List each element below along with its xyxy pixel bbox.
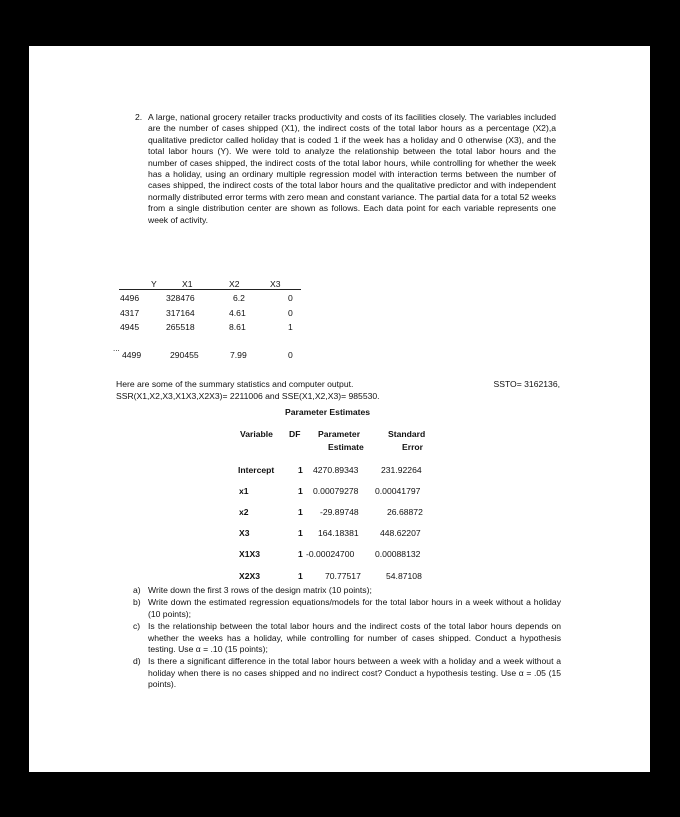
col-header-y: Y xyxy=(151,279,157,289)
question-list xyxy=(133,585,561,692)
question-label: a) xyxy=(133,585,141,595)
param-header-se-2: Error xyxy=(402,442,424,452)
cell-x3: 0 xyxy=(288,293,293,303)
question-item xyxy=(133,621,561,655)
param-se: 0.00041797 xyxy=(375,486,421,496)
problem-text: A large, national grocery retailer tracks productivity and costs of its facilities closely. The variables included are the number of cases shipped (X1), the indirect costs of the total labor hours as a percentage (X2),a qualitative predictor called holiday that is coded 1 if the week has a holiday and 0 otherwise (X3), and the total labor hours (Y). We were told to analyze the relationship between the total labor hours and the number of cases shipped, the indirect costs of the total labor hours, while controlling for whether the week has a holiday, using an ordinary multiple regression model with interaction terms between the number of cases shipped, the indirect costs of the total labor hours and the qualitative predictor and with independent normally distributed error terms with zero mean and constant variance. The partial data for a total 52 weeks from a single distribution center are shown as follows. Each data point for each variable represents one week of activity. xyxy=(148,112,556,225)
param-estimate: 0.00079278 xyxy=(313,486,359,496)
param-variable: X1X3 xyxy=(239,549,261,559)
param-df: 1 xyxy=(298,465,303,475)
param-df: 1 xyxy=(298,486,303,496)
cell-x1: 328476 xyxy=(166,293,195,303)
cell-x3: 1 xyxy=(288,322,293,332)
param-variable: x2 xyxy=(239,507,249,517)
cell-y: 4499 xyxy=(122,350,142,360)
question-item xyxy=(133,585,561,596)
cell-y: 4496 xyxy=(120,293,140,303)
param-header-se-1: Standard xyxy=(388,429,426,439)
question-label: c) xyxy=(133,621,141,632)
param-variable: X3 xyxy=(239,528,250,538)
cell-x2: 6.2 xyxy=(233,293,245,303)
cell-x2: 8.61 xyxy=(229,322,246,332)
summary-line-2: SSR(X1,X2,X3,X1X3,X2X3)= 2211006 and SSE(X1,X2,X3)= 985530. xyxy=(116,391,380,401)
summary-text xyxy=(116,378,560,402)
param-header-estimate-1: Parameter xyxy=(318,429,361,439)
param-df: 1 xyxy=(298,571,303,581)
param-header-df: DF xyxy=(289,429,301,439)
col-header-x2: X2 xyxy=(229,279,240,289)
question-label: b) xyxy=(133,597,141,608)
param-se: 54.87108 xyxy=(386,571,422,581)
question-text: Is there a significant difference in the total labor hours between a week with a holiday and a week without a holiday when there is no cases shipped and no indirect cost? Conduct a hypothesis testing. Use α = .05 (15 points). xyxy=(148,656,561,690)
cell-x1: 265518 xyxy=(166,322,195,332)
question-item xyxy=(133,656,561,690)
param-estimate: -29.89748 xyxy=(320,507,359,517)
question-label: d) xyxy=(133,656,141,667)
question-text: Is the relationship between the total labor hours and the indirect costs of the total labor hours depends on whether the weeks has a holiday, while controlling for number of cases shipped. Conduct a hypothesis testing. Use α = .10 (15 points); xyxy=(148,621,561,655)
cell-x2: 7.99 xyxy=(230,350,247,360)
param-se: 26.68872 xyxy=(387,507,423,517)
cell-x2: 4.61 xyxy=(229,308,246,318)
cell-x3: 0 xyxy=(288,308,293,318)
param-se: 231.92264 xyxy=(381,465,422,475)
param-variable: Intercept xyxy=(238,465,275,475)
table-ellipsis: ... xyxy=(113,344,120,353)
summary-line-1: Here are some of the summary statistics and computer output. xyxy=(116,379,354,389)
param-estimate: -0.00024700 xyxy=(306,549,355,559)
param-variable: x1 xyxy=(239,486,249,496)
cell-y: 4945 xyxy=(120,322,140,332)
param-estimate: 4270.89343 xyxy=(313,465,359,475)
param-df: 1 xyxy=(298,549,303,559)
problem-number: 2. xyxy=(135,112,143,122)
cell-x1: 317164 xyxy=(166,308,195,318)
col-header-x3: X3 xyxy=(270,279,281,289)
param-header-variable: Variable xyxy=(240,429,273,439)
cell-y: 4317 xyxy=(120,308,140,318)
param-header-estimate-2: Estimate xyxy=(328,442,364,452)
param-df: 1 xyxy=(298,507,303,517)
ssto-value: SSTO= 3162136, xyxy=(493,379,560,389)
cell-x1: 290455 xyxy=(170,350,199,360)
param-se: 0.00088132 xyxy=(375,549,421,559)
question-text: Write down the estimated regression equations/models for the total labor hours in a week without a holiday (10 points); xyxy=(148,597,561,619)
question-text: Write down the first 3 rows of the design matrix (10 points); xyxy=(148,585,372,595)
cell-x3: 0 xyxy=(288,350,293,360)
table-rule xyxy=(119,289,301,290)
param-estimate: 70.77517 xyxy=(325,571,361,581)
param-df: 1 xyxy=(298,528,303,538)
col-header-x1: X1 xyxy=(182,279,193,289)
param-table-title: Parameter Estimates xyxy=(285,407,371,417)
question-item xyxy=(133,597,561,620)
param-variable: X2X3 xyxy=(239,571,261,581)
param-estimate: 164.18381 xyxy=(318,528,359,538)
param-se: 448.62207 xyxy=(380,528,421,538)
